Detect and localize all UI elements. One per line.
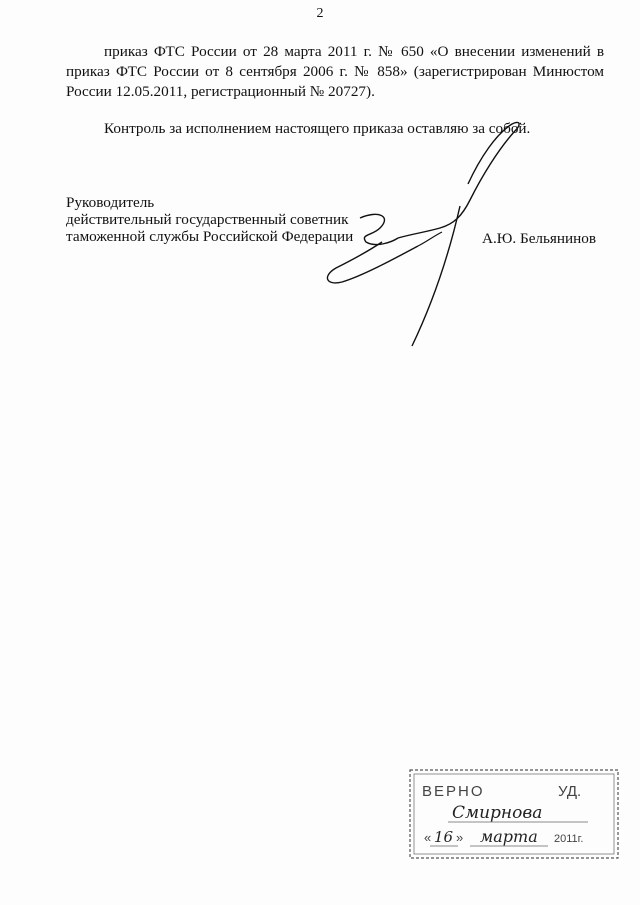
svg-text:УД.: УД. bbox=[558, 783, 582, 800]
control-paragraph: Контроль за исполнением настоящего приказа оставляю за собой. bbox=[104, 120, 531, 137]
handwritten-signature bbox=[300, 110, 540, 360]
signer-position-line-2: действительный государственный советник bbox=[66, 211, 349, 228]
stamp-handwritten-name: Смирнова bbox=[452, 803, 543, 823]
signer-position-line-1: Руководитель bbox=[66, 194, 155, 211]
stamp-year: 2011г. bbox=[554, 833, 584, 845]
page-number: 2 bbox=[316, 6, 324, 21]
certification-stamp bbox=[408, 768, 620, 860]
signer-position-line-3: таможенной службы Российской Федерации bbox=[66, 228, 354, 245]
signer-name: А.Ю. Бельянинов bbox=[482, 230, 597, 247]
stamp-month: марта bbox=[480, 827, 538, 846]
svg-text:»: » bbox=[456, 830, 464, 845]
svg-text:«: « bbox=[424, 830, 432, 845]
stamp-day: 16 bbox=[434, 828, 454, 846]
stamp-top-line: ВЕРНО bbox=[422, 783, 485, 800]
paragraph-tail: приказ ФТС России от 28 марта 2011 г. № 650 «О внесении изменений в приказ ФТС России от 8 сентября 2006 г. № 858» (зарегистрирован Минюстом России 12.05.2011, регистрационный № 20727). bbox=[66, 43, 604, 100]
